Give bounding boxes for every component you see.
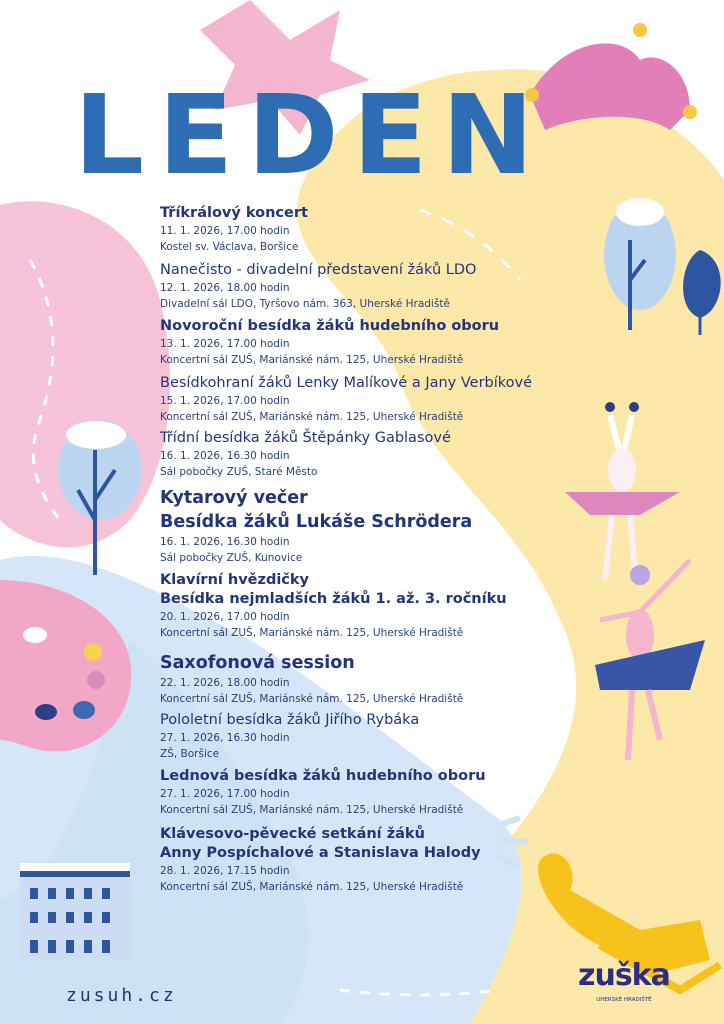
event-date: 27. 1. 2026, 17.00 hodin xyxy=(160,788,290,800)
website-link[interactable]: zusuh.cz xyxy=(66,985,177,1006)
event-title: Třídní besídka žáků Štěpánky Gablasové xyxy=(160,430,451,446)
event-place: Sál pobočky ZUŠ, Kunovice xyxy=(160,552,303,564)
event-subtitle: Besídka nejmladších žáků 1. až. 3. ročníku xyxy=(160,591,507,607)
event-place: Koncertní sál ZUŠ, Mariánské nám. 125, Uherské Hradiště xyxy=(160,804,464,816)
event-5 xyxy=(160,429,451,480)
event-1 xyxy=(160,204,308,255)
event-title: Besídkohraní žáků Lenky Malíkové a Jany Verbíkové xyxy=(160,375,533,391)
zuska-logo xyxy=(578,958,670,1004)
event-title: Novoroční besídka žáků hudebního oboru xyxy=(160,318,500,334)
event-title: Saxofonová session xyxy=(160,653,355,673)
event-date: 12. 1. 2026, 18.00 hodin xyxy=(160,282,290,294)
event-6 xyxy=(160,486,472,566)
event-title: Klavírní hvězdičky xyxy=(160,572,309,588)
school-building-icon xyxy=(20,863,130,960)
logo-subtitle: UHERSKÉ HRADIŠTĚ xyxy=(596,997,652,1003)
event-date: 20. 1. 2026, 17.00 hodin xyxy=(160,611,290,623)
event-10 xyxy=(160,767,486,818)
event-place: Koncertní sál ZUŠ, Mariánské nám. 125, Uherské Hradiště xyxy=(160,411,464,423)
event-7 xyxy=(160,571,507,641)
event-date: 11. 1. 2026, 17.00 hodin xyxy=(160,225,290,237)
event-place: Koncertní sál ZUŠ, Mariánské nám. 125, Uherské Hradiště xyxy=(160,627,464,639)
event-subtitle: Anny Pospíchalové a Stanislava Halody xyxy=(160,845,481,861)
event-9 xyxy=(160,711,419,762)
event-place: Koncertní sál ZUŠ, Mariánské nám. 125, Uherské Hradiště xyxy=(160,693,464,705)
event-place: Kostel sv. Václava, Boršice xyxy=(160,241,299,253)
event-title: Lednová besídka žáků hudebního oboru xyxy=(160,768,486,784)
event-title: Klávesovo-pěvecké setkání žáků xyxy=(160,826,425,842)
event-place: ZŠ, Boršice xyxy=(160,748,220,760)
event-place: Koncertní sál ZUŠ, Mariánské nám. 125, Uherské Hradiště xyxy=(160,354,464,366)
event-11 xyxy=(160,825,481,895)
event-4 xyxy=(160,374,532,425)
event-place: Koncertní sál ZUŠ, Mariánské nám. 125, Uherské Hradiště xyxy=(160,881,464,893)
event-subtitle: Besídka žáků Lukáše Schrödera xyxy=(160,512,473,532)
event-date: 27. 1. 2026, 16.30 hodin xyxy=(160,732,290,744)
event-title: Nanečisto - divadelní představení žáků LDO xyxy=(160,262,477,278)
event-2 xyxy=(160,261,476,312)
logo-wordmark: zuška xyxy=(578,958,670,993)
event-3 xyxy=(160,317,499,368)
event-date: 28. 1. 2026, 17.15 hodin xyxy=(160,865,290,877)
event-date: 16. 1. 2026, 16.30 hodin xyxy=(160,536,290,548)
event-date: 22. 1. 2026, 18.00 hodin xyxy=(160,677,290,689)
event-8 xyxy=(160,651,463,707)
event-title: Pololetní besídka žáků Jiřího Rybáka xyxy=(160,712,420,728)
event-title: Tříkrálový koncert xyxy=(160,205,308,221)
event-date: 16. 1. 2026, 16.30 hodin xyxy=(160,450,290,462)
event-date: 13. 1. 2026, 17.00 hodin xyxy=(160,338,290,350)
event-place: Divadelní sál LDO, Tyršovo nám. 363, Uherské Hradiště xyxy=(160,298,450,310)
event-date: 15. 1. 2026, 17.00 hodin xyxy=(160,395,290,407)
event-place: Sál pobočky ZUŠ, Staré Město xyxy=(160,466,318,478)
month-title: LEDEN xyxy=(74,71,548,199)
event-title: Kytarový večer xyxy=(160,488,308,508)
